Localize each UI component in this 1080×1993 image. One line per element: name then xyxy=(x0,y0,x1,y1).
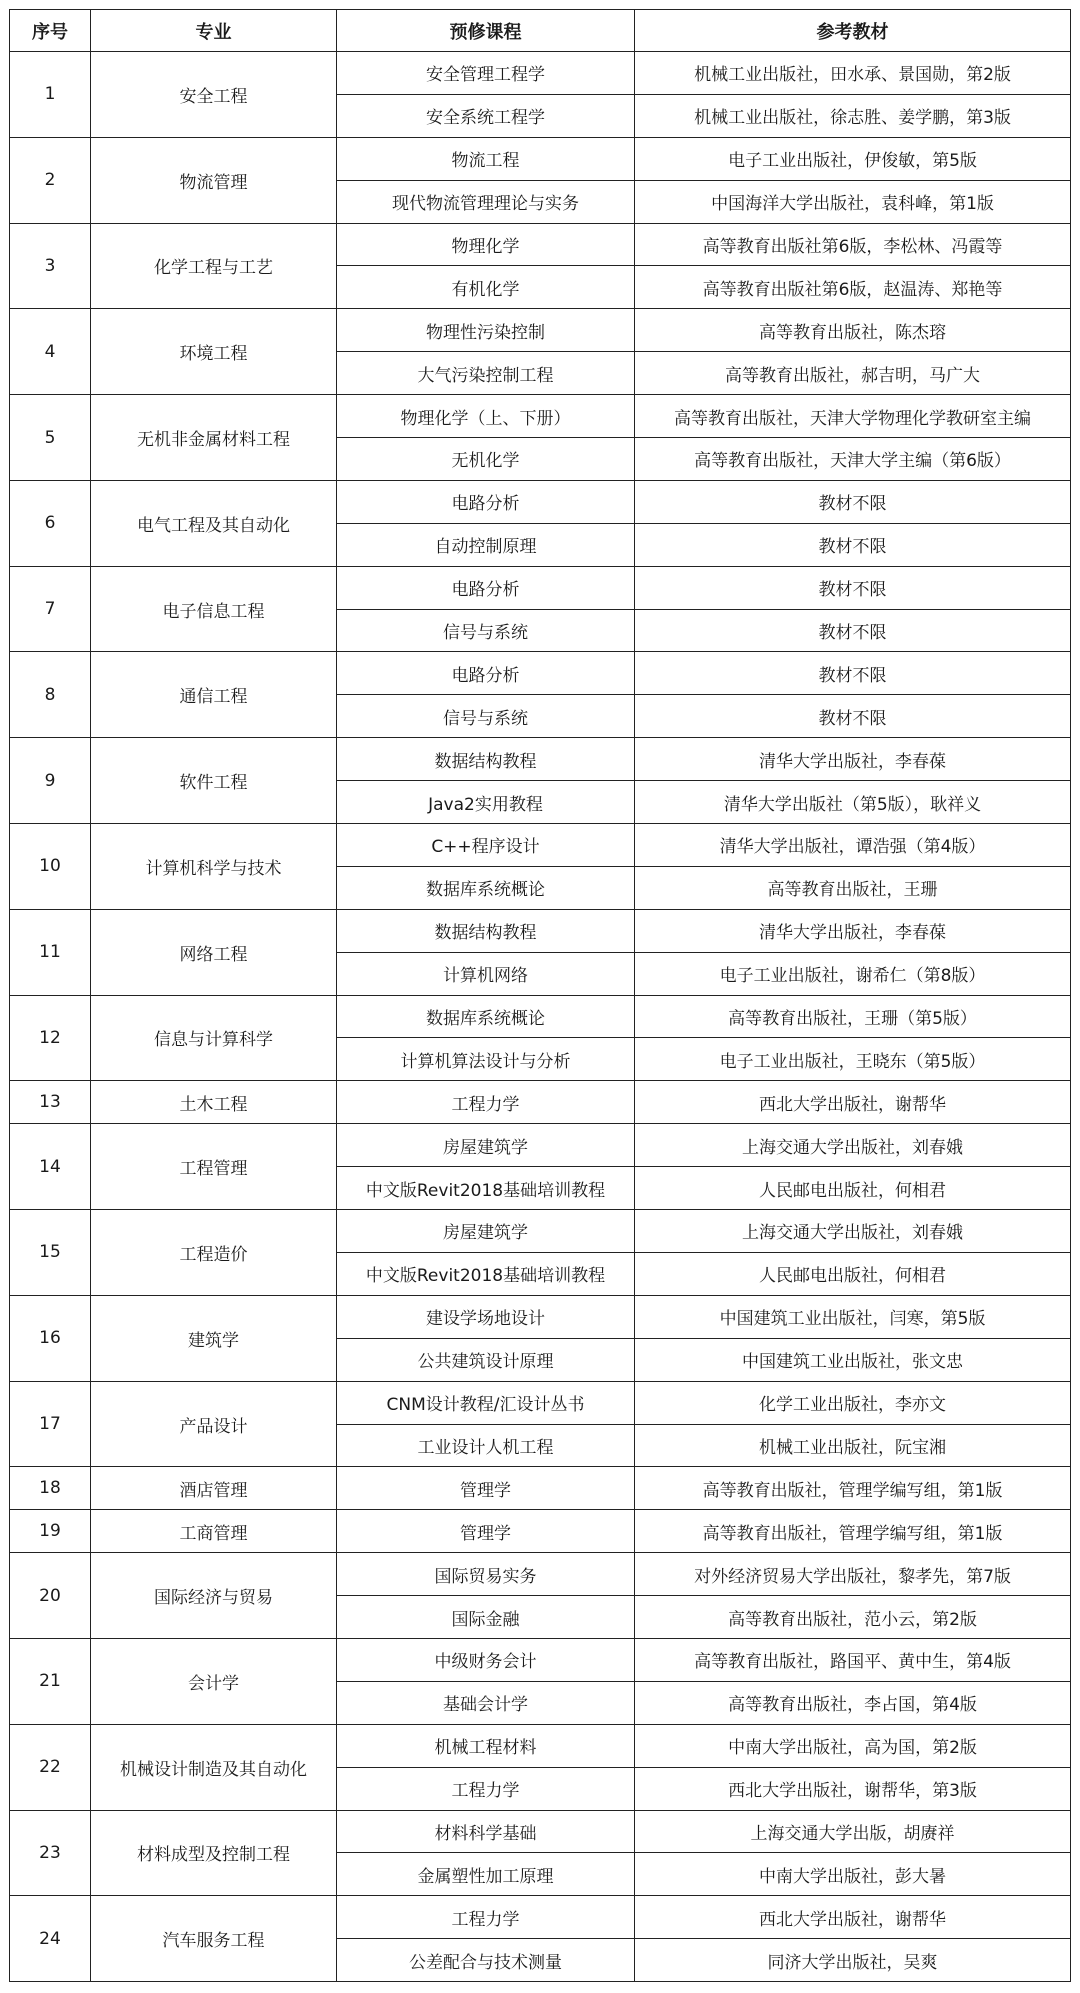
cell-course: 安全系统工程学 xyxy=(337,94,635,137)
cell-major: 材料成型及控制工程 xyxy=(91,1810,337,1896)
cell-course: 物流工程 xyxy=(337,137,635,180)
cell-course: 无机化学 xyxy=(337,438,635,481)
header-row xyxy=(10,10,1071,52)
cell-course: 大气污染控制工程 xyxy=(337,352,635,395)
cell-textbook: 清华大学出版社（第5版），耿祥义 xyxy=(635,781,1071,824)
cell-textbook: 电子工业出版社，谢希仁（第8版） xyxy=(635,952,1071,995)
cell-no: 12 xyxy=(10,995,91,1081)
cell-textbook: 电子工业出版社，王晓东（第5版） xyxy=(635,1038,1071,1081)
cell-course: 数据结构教程 xyxy=(337,909,635,952)
cell-textbook: 上海交通大学出版，胡赓祥 xyxy=(635,1810,1071,1853)
cell-textbook: 清华大学出版社，李春葆 xyxy=(635,738,1071,781)
table-row xyxy=(10,1553,1071,1596)
cell-no: 15 xyxy=(10,1210,91,1296)
cell-major: 酒店管理 xyxy=(91,1467,337,1510)
cell-course: 计算机算法设计与分析 xyxy=(337,1038,635,1081)
cell-course: 房屋建筑学 xyxy=(337,1210,635,1253)
cell-textbook: 高等教育出版社，管理学编写组，第1版 xyxy=(635,1510,1071,1553)
cell-course: 工业设计人机工程 xyxy=(337,1424,635,1467)
cell-major: 环境工程 xyxy=(91,309,337,395)
cell-no: 6 xyxy=(10,480,91,566)
cell-course: 国际贸易实务 xyxy=(337,1553,635,1596)
table-row xyxy=(10,1810,1071,1853)
cell-textbook: 教材不限 xyxy=(635,609,1071,652)
table-row xyxy=(10,480,1071,523)
table-row xyxy=(10,566,1071,609)
cell-textbook: 高等教育出版社，天津大学主编（第6版） xyxy=(635,438,1071,481)
cell-textbook: 高等教育出版社，天津大学物理化学教研室主编 xyxy=(635,395,1071,438)
table-body xyxy=(10,52,1071,1982)
cell-no: 5 xyxy=(10,395,91,481)
cell-no: 20 xyxy=(10,1553,91,1639)
cell-textbook: 人民邮电出版社，何相君 xyxy=(635,1252,1071,1295)
cell-no: 17 xyxy=(10,1381,91,1467)
cell-course: 现代物流管理理论与实务 xyxy=(337,180,635,223)
cell-textbook: 机械工业出版社，田水承、景国勋，第2版 xyxy=(635,52,1071,95)
cell-course: 信号与系统 xyxy=(337,609,635,652)
cell-no: 13 xyxy=(10,1081,91,1124)
cell-course: Java2实用教程 xyxy=(337,781,635,824)
cell-course: 工程力学 xyxy=(337,1896,635,1939)
cell-textbook: 上海交通大学出版社，刘春娥 xyxy=(635,1124,1071,1167)
cell-textbook: 教材不限 xyxy=(635,652,1071,695)
cell-textbook: 高等教育出版社，李占国，第4版 xyxy=(635,1681,1071,1724)
cell-no: 3 xyxy=(10,223,91,309)
cell-major: 机械设计制造及其自动化 xyxy=(91,1724,337,1810)
cell-major: 安全工程 xyxy=(91,52,337,138)
cell-major: 化学工程与工艺 xyxy=(91,223,337,309)
table-row xyxy=(10,1081,1071,1124)
table-row xyxy=(10,395,1071,438)
cell-major: 产品设计 xyxy=(91,1381,337,1467)
cell-no: 2 xyxy=(10,137,91,223)
table-row xyxy=(10,652,1071,695)
cell-course: 物理化学 xyxy=(337,223,635,266)
cell-course: 中级财务会计 xyxy=(337,1638,635,1681)
cell-textbook: 西北大学出版社，谢帮华，第3版 xyxy=(635,1767,1071,1810)
cell-textbook: 教材不限 xyxy=(635,480,1071,523)
cell-course: 中文版Revit2018基础培训教程 xyxy=(337,1252,635,1295)
table-row xyxy=(10,137,1071,180)
cell-course: C++程序设计 xyxy=(337,824,635,867)
cell-major: 工程造价 xyxy=(91,1210,337,1296)
cell-major: 通信工程 xyxy=(91,652,337,738)
table-row xyxy=(10,909,1071,952)
cell-major: 工商管理 xyxy=(91,1510,337,1553)
cell-course: 电路分析 xyxy=(337,480,635,523)
cell-textbook: 教材不限 xyxy=(635,523,1071,566)
cell-no: 8 xyxy=(10,652,91,738)
table-row xyxy=(10,738,1071,781)
cell-textbook: 西北大学出版社，谢帮华 xyxy=(635,1081,1071,1124)
cell-course: 数据结构教程 xyxy=(337,738,635,781)
cell-course: 安全管理工程学 xyxy=(337,52,635,95)
cell-course: 管理学 xyxy=(337,1510,635,1553)
cell-course: 工程力学 xyxy=(337,1081,635,1124)
cell-no: 16 xyxy=(10,1295,91,1381)
cell-no: 4 xyxy=(10,309,91,395)
cell-major: 建筑学 xyxy=(91,1295,337,1381)
cell-course: 计算机网络 xyxy=(337,952,635,995)
cell-textbook: 机械工业出版社，阮宝湘 xyxy=(635,1424,1071,1467)
cell-textbook: 中国海洋大学出版社，袁科峰，第1版 xyxy=(635,180,1071,223)
table-row xyxy=(10,995,1071,1038)
cell-textbook: 机械工业出版社，徐志胜、姜学鹏，第3版 xyxy=(635,94,1071,137)
cell-textbook: 中国建筑工业出版社，张文忠 xyxy=(635,1338,1071,1381)
header-course: 预修课程 xyxy=(337,10,635,52)
cell-course: 电路分析 xyxy=(337,652,635,695)
cell-major: 计算机科学与技术 xyxy=(91,824,337,910)
cell-textbook: 教材不限 xyxy=(635,695,1071,738)
table-row xyxy=(10,52,1071,95)
cell-textbook: 清华大学出版社，谭浩强（第4版） xyxy=(635,824,1071,867)
cell-textbook: 对外经济贸易大学出版社，黎孝先，第7版 xyxy=(635,1553,1071,1596)
header-textbook: 参考教材 xyxy=(635,10,1071,52)
cell-major: 信息与计算科学 xyxy=(91,995,337,1081)
cell-textbook: 高等教育出版社，范小云，第2版 xyxy=(635,1596,1071,1639)
header-major: 专业 xyxy=(91,10,337,52)
cell-textbook: 清华大学出版社，李春葆 xyxy=(635,909,1071,952)
cell-no: 24 xyxy=(10,1896,91,1982)
cell-major: 电子信息工程 xyxy=(91,566,337,652)
cell-course: 基础会计学 xyxy=(337,1681,635,1724)
cell-course: 材料科学基础 xyxy=(337,1810,635,1853)
cell-textbook: 中国建筑工业出版社，闫寒，第5版 xyxy=(635,1295,1071,1338)
cell-major: 国际经济与贸易 xyxy=(91,1553,337,1639)
table-row xyxy=(10,1896,1071,1939)
table-row xyxy=(10,1381,1071,1424)
cell-course: 房屋建筑学 xyxy=(337,1124,635,1167)
cell-no: 22 xyxy=(10,1724,91,1810)
cell-course: 金属塑性加工原理 xyxy=(337,1853,635,1896)
cell-textbook: 高等教育出版社，管理学编写组，第1版 xyxy=(635,1467,1071,1510)
cell-major: 会计学 xyxy=(91,1638,337,1724)
cell-textbook: 中南大学出版社，高为国，第2版 xyxy=(635,1724,1071,1767)
cell-textbook: 高等教育出版社，路国平、黄中生，第4版 xyxy=(635,1638,1071,1681)
cell-course: 国际金融 xyxy=(337,1596,635,1639)
cell-textbook: 人民邮电出版社，何相君 xyxy=(635,1167,1071,1210)
cell-no: 18 xyxy=(10,1467,91,1510)
cell-course: 机械工程材料 xyxy=(337,1724,635,1767)
table-row xyxy=(10,1510,1071,1553)
cell-course: 信号与系统 xyxy=(337,695,635,738)
curriculum-table xyxy=(9,9,1071,1982)
cell-course: 公差配合与技术测量 xyxy=(337,1939,635,1982)
cell-major: 电气工程及其自动化 xyxy=(91,480,337,566)
table-row xyxy=(10,1638,1071,1681)
cell-textbook: 高等教育出版社，郝吉明，马广大 xyxy=(635,352,1071,395)
cell-course: 数据库系统概论 xyxy=(337,995,635,1038)
table-row xyxy=(10,309,1071,352)
cell-no: 23 xyxy=(10,1810,91,1896)
table-row xyxy=(10,223,1071,266)
cell-textbook: 高等教育出版社，王珊（第5版） xyxy=(635,995,1071,1038)
cell-no: 19 xyxy=(10,1510,91,1553)
cell-no: 9 xyxy=(10,738,91,824)
cell-course: 建设学场地设计 xyxy=(337,1295,635,1338)
cell-no: 11 xyxy=(10,909,91,995)
cell-course: 物理化学（上、下册） xyxy=(337,395,635,438)
cell-course: 数据库系统概论 xyxy=(337,866,635,909)
cell-textbook: 同济大学出版社，吴爽 xyxy=(635,1939,1071,1982)
cell-course: 公共建筑设计原理 xyxy=(337,1338,635,1381)
cell-course: 有机化学 xyxy=(337,266,635,309)
cell-textbook: 上海交通大学出版社，刘春娥 xyxy=(635,1210,1071,1253)
cell-major: 汽车服务工程 xyxy=(91,1896,337,1982)
cell-no: 10 xyxy=(10,824,91,910)
cell-major: 软件工程 xyxy=(91,738,337,824)
cell-textbook: 教材不限 xyxy=(635,566,1071,609)
cell-textbook: 电子工业出版社，伊俊敏，第5版 xyxy=(635,137,1071,180)
cell-textbook: 化学工业出版社，李亦文 xyxy=(635,1381,1071,1424)
cell-major: 物流管理 xyxy=(91,137,337,223)
cell-course: 工程力学 xyxy=(337,1767,635,1810)
cell-course: 中文版Revit2018基础培训教程 xyxy=(337,1167,635,1210)
cell-course: 物理性污染控制 xyxy=(337,309,635,352)
cell-major: 工程管理 xyxy=(91,1124,337,1210)
cell-major: 无机非金属材料工程 xyxy=(91,395,337,481)
cell-course: 管理学 xyxy=(337,1467,635,1510)
cell-major: 土木工程 xyxy=(91,1081,337,1124)
cell-major: 网络工程 xyxy=(91,909,337,995)
cell-no: 7 xyxy=(10,566,91,652)
table-row xyxy=(10,824,1071,867)
cell-textbook: 高等教育出版社第6版，赵温涛、郑艳等 xyxy=(635,266,1071,309)
header-no: 序号 xyxy=(10,10,91,52)
table-row xyxy=(10,1467,1071,1510)
cell-textbook: 中南大学出版社，彭大暑 xyxy=(635,1853,1071,1896)
cell-no: 1 xyxy=(10,52,91,138)
table-row xyxy=(10,1724,1071,1767)
cell-textbook: 高等教育出版社第6版，李松林、冯霞等 xyxy=(635,223,1071,266)
cell-course: 自动控制原理 xyxy=(337,523,635,566)
cell-textbook: 西北大学出版社，谢帮华 xyxy=(635,1896,1071,1939)
cell-no: 14 xyxy=(10,1124,91,1210)
cell-course: 电路分析 xyxy=(337,566,635,609)
cell-course: CNM设计教程/汇设计丛书 xyxy=(337,1381,635,1424)
cell-textbook: 高等教育出版社，王珊 xyxy=(635,866,1071,909)
table-row xyxy=(10,1295,1071,1338)
cell-textbook: 高等教育出版社，陈杰瑢 xyxy=(635,309,1071,352)
table-row xyxy=(10,1210,1071,1253)
cell-no: 21 xyxy=(10,1638,91,1724)
table-row xyxy=(10,1124,1071,1167)
